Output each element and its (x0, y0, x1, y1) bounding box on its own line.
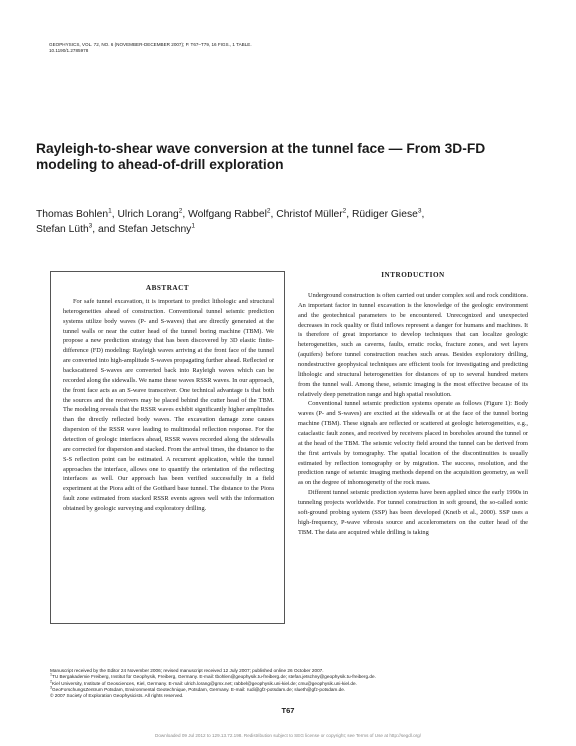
author-list: Thomas Bohlen$^1$, Ulrich Lorang$^2$, Wolfgang Rabbel$^2$, Christof Müller$^2$, Rüdiger Giese$^3$, Stefan Lüth$^3$, and Stefan Jetschny$^1$ (36, 207, 425, 235)
abstract-text: For safe tunnel excavation, it is important to predict lithologic and structural heterogeneities ahead of construction. Conventional tunnel seismic prediction systems utilize body waves (P- and S-waves) that are directly generated at the tunnel walls or near the cutter head of the tunnel boring machine (TBM). We propose a new prediction strategy that has been discovered by 3D elastic finite-difference (FD) modeling: Rayleigh waves arriving at the front face of the tunnel are converted into high-amplitude S-waves propagating further ahead. Reflected or backscattered S-waves are converted back into Rayleigh waves which can be recorded along the sidewalls. We name these waves RSSR waves. In our approach, the front face acts as an S-wave transceiver. One technical advantage is that both the sources and the receivers may be placed behind the cutter head of the TBM. The modeling reveals that the RSSR waves exhibit significantly higher amplitudes than the directly reflected body waves. The excavation damage zone causes dispersion of the RSSR wave leading to multimodal reflection response. For the detection of geologic interfaces ahead, RSSR waves recorded along the sidewalls are corrected for dispersion and stacked. From the arrival times, the distance to the S-S reflection point can be estimated. A recurrent application, while the tunnel approaches the interface, allows one to quantify the orientation of the reflecting interfaces as well. Our approach has been verified successfully in a field experiment at the Piora adit of the Gotthard base tunnel. The distance to the Piora fault zone estimated from stacked RSSR events agrees well with the information obtained by geologic surveying and exploratory drilling. (63, 298, 274, 513)
intro-paragraph: Different tunnel seismic prediction systems have been applied since the early 1990s in tunneling projects worldwide. For tunnel construction in soft ground, the so-called sonic soft-ground probing system (SSP) has been developed (Kneib et al., 2000). SSP uses a high-frequency, P-wave vibrosis source and accelerometers on the cutter head of the TBM. The data are acquired while drilling is taking (298, 489, 528, 536)
page-number: T67 (281, 706, 295, 715)
author: Ulrich Lorang$^2$ (117, 207, 183, 220)
journal-citation: GEOPHYSICS, VOL. 72, NO. 6 (NOVEMBER-DECEMBER 2007); P. T67–T79, 16 FIGS., 1 TABLE. (49, 42, 252, 47)
introduction-section (298, 271, 528, 537)
author: Wolfgang Rabbel$^2$ (188, 207, 271, 220)
author: Rüdiger Giese$^3$ (352, 207, 422, 220)
author: Christof Müller$^2$ (276, 207, 347, 220)
abstract-heading: ABSTRACT (145, 284, 190, 292)
affiliation-2: $^2$Kiel University, Institute of Geosciences, Kiel, Germany. E-mail: ulrich.lorang@gmx.net; rabbel@geophysik.uni-kiel.de; cmu@geophysik.uni-kiel.de. (50, 679, 357, 686)
footnotes (50, 668, 530, 699)
abstract-box (50, 271, 285, 624)
author: Stefan Jetschny$^1$ (118, 222, 195, 235)
author: Stefan Lüth$^3$ (36, 222, 93, 235)
intro-paragraph: Underground construction is often carried out under complex soil and rock conditions. An important factor in tunnel excavation is the knowledge of the geologic environment and the geotechnical parameters to be encountered. Unrecognized and unexpected decreases in rock quality or fluid inflows represent a danger for humans and machines. It is therefore of great importance to develop techniques that can localize geologic heterogeneities, such as caverns, faults, erratic rocks, fracture zones, and wet layers (aquifers) before tunnel construction reaches such areas. Besides exploratory drilling, nondestructive geophysical techniques are efficient tools for investigating and predicting lithologic and structural heterogeneities for distances of up to several hundred meters from the tunnel wall. Among these, seismic imaging is the most effective because of its relatively deep penetration range and high spatial resolution. (298, 292, 528, 398)
doi: 10.1190/1.2785978 (49, 48, 89, 54)
affiliation-1: $^1$TU Bergakademie Freiberg, Institut für Geophysik, Freiberg, Germany. E-mail: tbohlen@geophysik.tu-freiberg.de; stefan.jetschny@geophysik.tu-freiberg.de. (50, 672, 376, 680)
introduction-heading: INTRODUCTION (381, 271, 445, 279)
download-notice: Downloaded 09 Jul 2012 to 129.13.72.198. Redistribution subject to SEG license or copyright; see Terms of Use at http://segdl.org/ (155, 733, 421, 738)
affiliation-3: $^3$GeoForschungsZentrum Potsdam, Environmental Geotechnique, Potsdam, Germany. E-mail: rudi@gfz-potsdam.de; slueth@gfz-potsdam.de. (50, 685, 346, 692)
manuscript-dates: Manuscript received by the Editor 24 November 2006; revised manuscript received 12 July 2007; published online 26 October 2007. (50, 668, 324, 673)
journal-header (49, 42, 349, 55)
copyright: © 2007 Society of Exploration Geophysicists. All rights reserved. (50, 693, 184, 699)
paper-title: Rayleigh-to-shear wave conversion at the tunnel face — From 3D-FD modeling to ahead-of-drill exploration (36, 141, 486, 172)
intro-paragraph: Conventional tunnel seismic prediction systems operate as follows (Figure 1): Body waves (P- and S-waves) are excited at the sidewalls or at the face of the tunnel boring machine (TBM). These signals are reflected or scattered at geologic heterogeneities, e.g., cataclastic fault zones, and received by receivers placed in boreholes around the tunnel or at the head of the TBM. The seismic velocity field around the tunnel can be derived from the first arrivals by tomography. The spatial location of the discontinuities is usually estimated by reflection tomography or by migration. The success, resolution, and the prediction range of seismic imaging methods depend on the acquisition geometry, as well as on the degree of inhomogeneity of the rock mass. (298, 400, 528, 487)
author: Thomas Bohlen$^1$ (36, 207, 112, 220)
